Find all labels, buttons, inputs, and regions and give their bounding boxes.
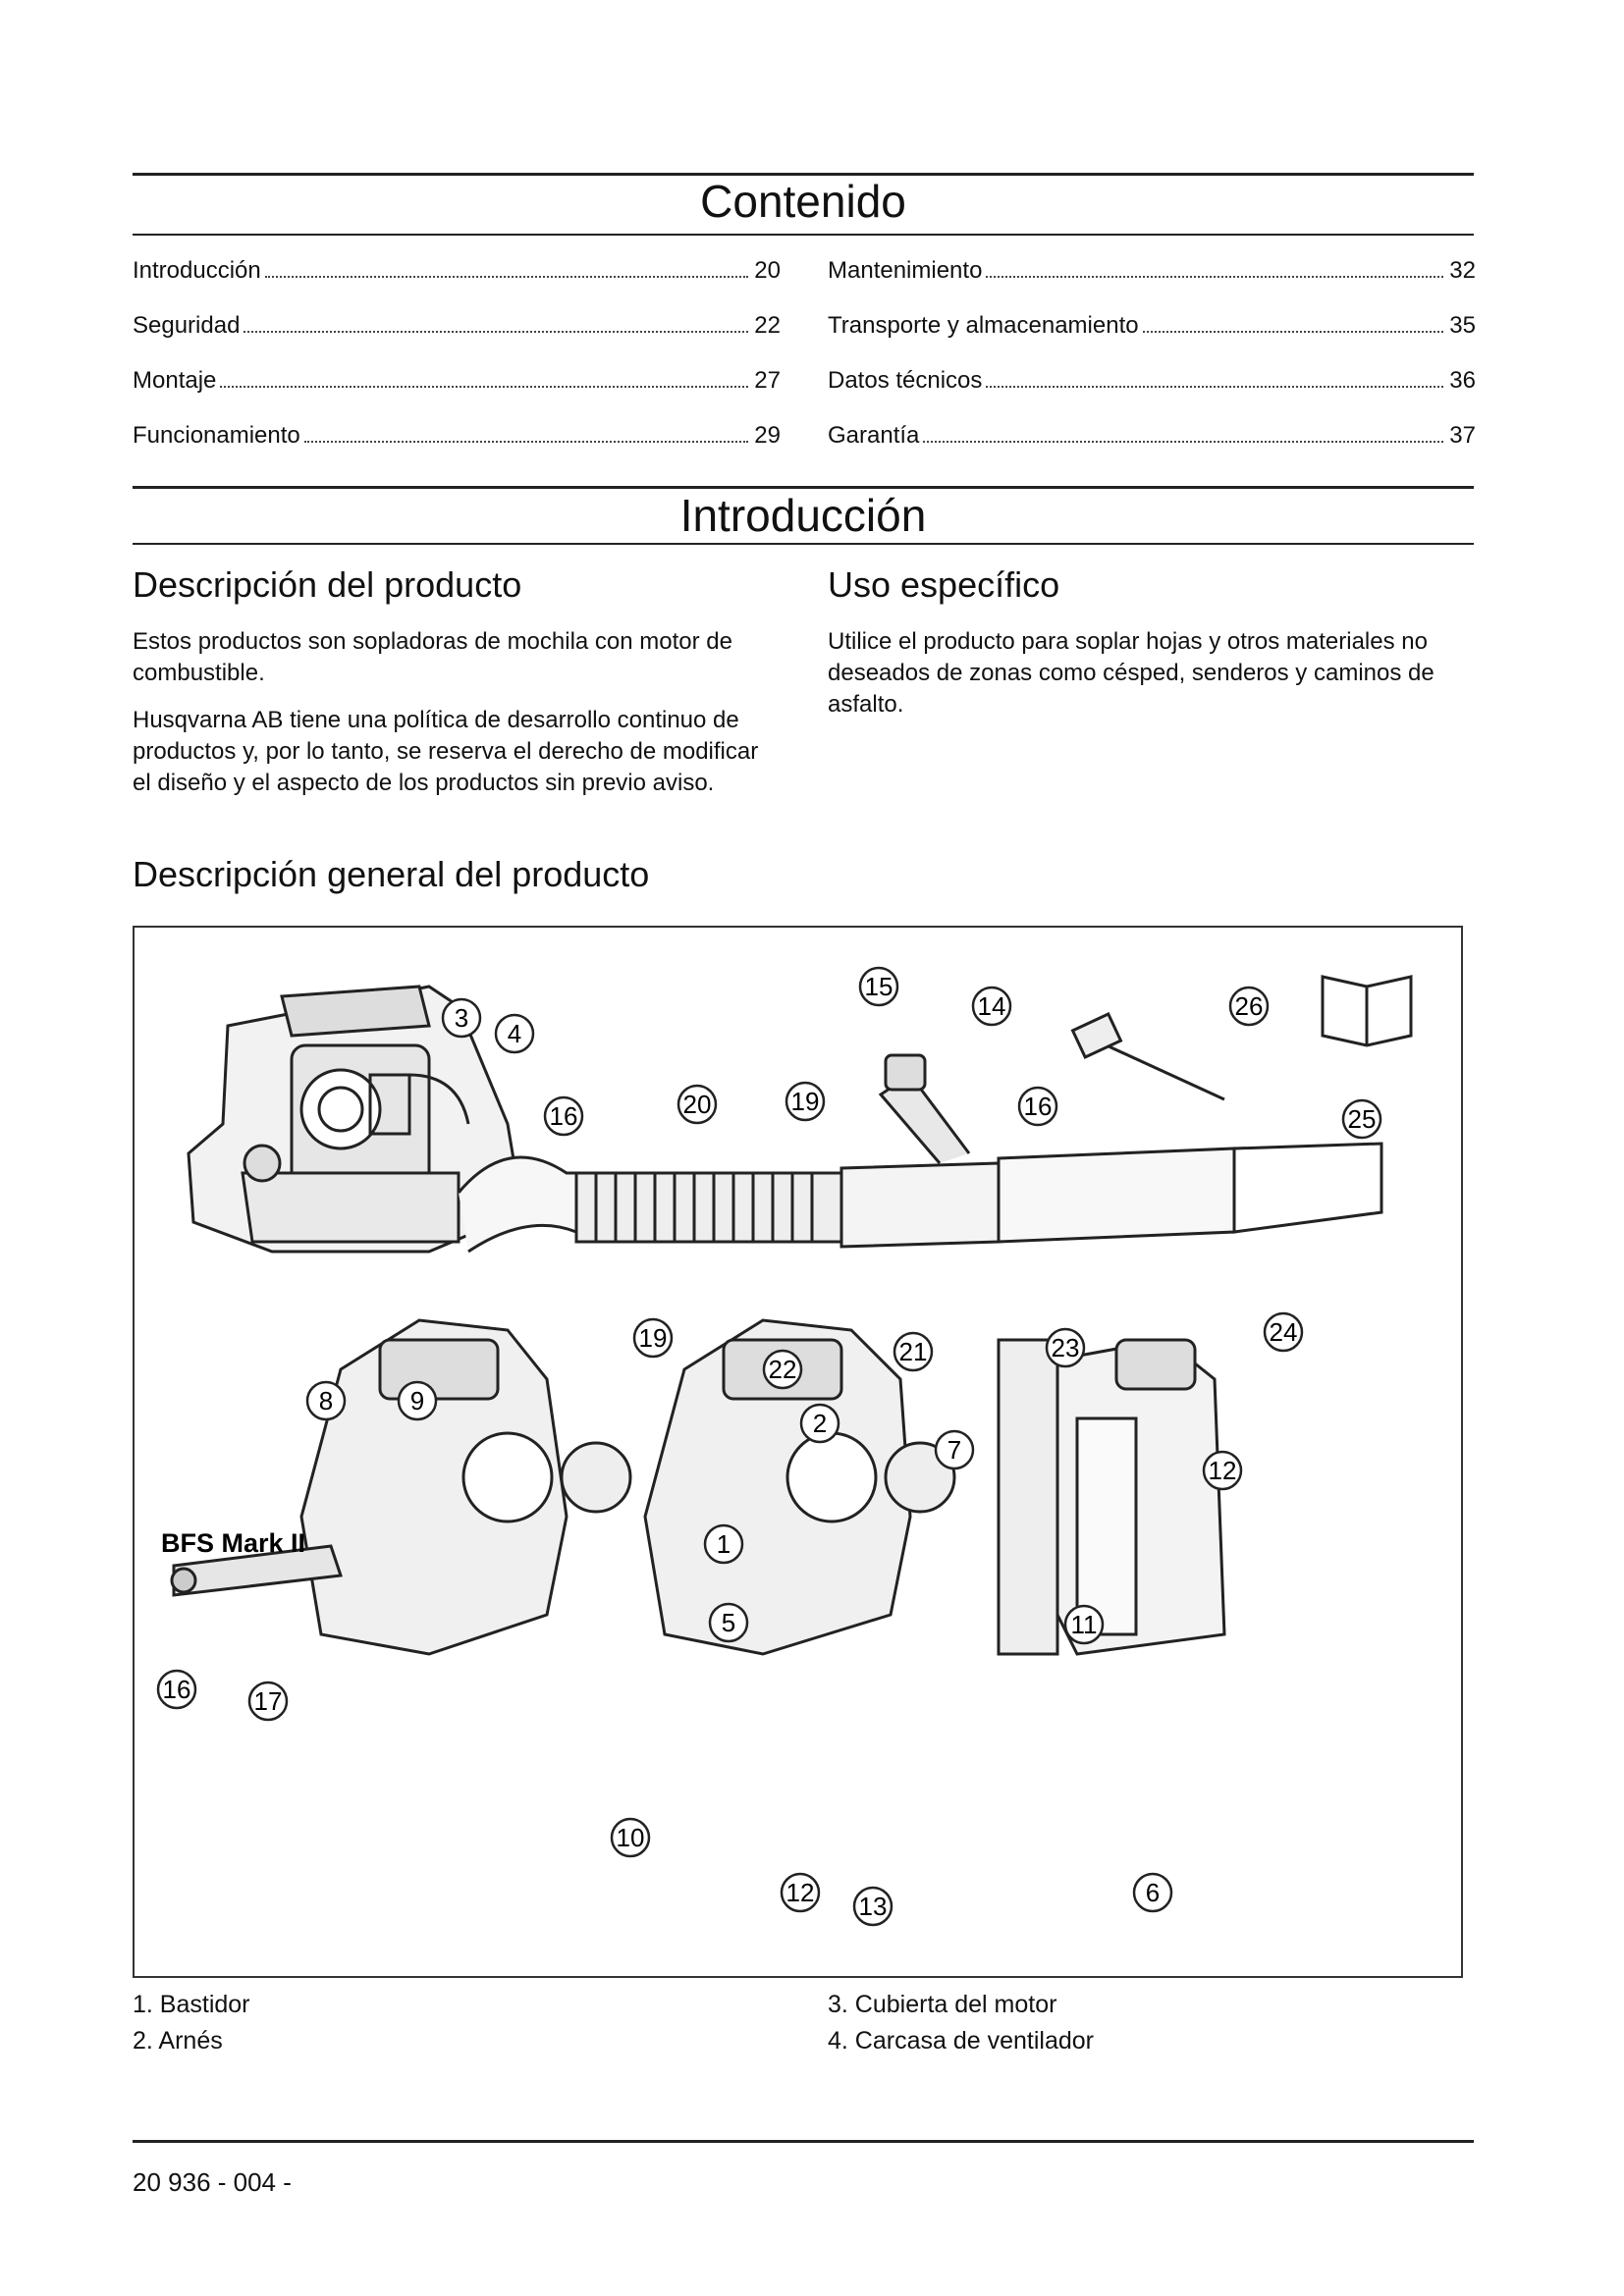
legend-item-1: 1. Bastidor	[133, 1991, 250, 2018]
callout-9	[399, 1382, 436, 1419]
callout-19	[634, 1319, 672, 1357]
callout-1	[705, 1525, 742, 1563]
toc-label: Garantía	[828, 422, 920, 449]
callout-24	[1265, 1313, 1302, 1351]
svg-text:6: 6	[1145, 1878, 1161, 1907]
callout-11	[1065, 1606, 1103, 1643]
callout-13	[854, 1888, 892, 1925]
toc-entry[interactable]	[828, 312, 1476, 340]
svg-text:1: 1	[716, 1529, 731, 1559]
svg-text:26: 26	[1234, 991, 1264, 1021]
toc-page: 27	[754, 367, 781, 394]
toc-label: Funcionamiento	[133, 422, 300, 449]
svg-text:5: 5	[721, 1608, 736, 1637]
use-paragraph: Utilice el producto para soplar hojas y otros materiales no deseados de zonas como césped, senderos y caminos de asfalto.	[828, 628, 1435, 718]
footer-rule	[133, 2140, 1474, 2143]
svg-text:3: 3	[454, 1003, 469, 1033]
toc-label: Seguridad	[133, 312, 241, 339]
callout-10	[612, 1819, 649, 1856]
svg-text:12: 12	[785, 1878, 815, 1907]
callout-12	[1204, 1452, 1241, 1489]
callout-26	[1230, 988, 1268, 1025]
toc-label: Datos técnicos	[828, 367, 983, 394]
callout-18	[545, 1097, 582, 1135]
svg-text:2: 2	[812, 1409, 828, 1438]
callout-21	[894, 1333, 932, 1370]
toc-entry[interactable]	[828, 367, 1476, 395]
callout-3	[443, 999, 480, 1037]
svg-text:19: 19	[638, 1323, 668, 1353]
svg-text:17: 17	[253, 1686, 283, 1716]
callout-2	[801, 1405, 839, 1442]
callout-8	[307, 1382, 345, 1419]
svg-text:16: 16	[1023, 1092, 1053, 1121]
svg-text:21: 21	[898, 1337, 928, 1366]
toc-label: Mantenimiento	[828, 257, 983, 284]
callout-17	[249, 1682, 287, 1720]
callout-6	[1134, 1874, 1171, 1911]
svg-text:16: 16	[549, 1101, 578, 1131]
toc-entry[interactable]	[133, 422, 781, 450]
callout-25	[1343, 1100, 1380, 1138]
toc-page: 37	[1449, 422, 1476, 449]
footer-code: 20 936 - 004 -	[133, 2167, 292, 2197]
svg-text:14: 14	[977, 991, 1006, 1021]
legend-item-2: 2. Arnés	[133, 2027, 223, 2055]
intro-rule-bottom	[133, 543, 1474, 545]
contents-title-rule	[133, 234, 1474, 236]
toc-entry[interactable]	[828, 257, 1476, 285]
intro-title: Introducción	[679, 490, 927, 541]
svg-text:10: 10	[616, 1823, 645, 1852]
svg-text:23: 23	[1051, 1333, 1080, 1362]
toc-page: 20	[754, 257, 781, 284]
legend-item-4: 4. Carcasa de ventilador	[828, 2027, 1094, 2055]
toc-label: Montaje	[133, 367, 217, 394]
svg-text:22: 22	[768, 1355, 797, 1384]
callout-19	[786, 1083, 824, 1120]
product-overview-figure	[133, 926, 1463, 1978]
svg-text:16: 16	[162, 1675, 191, 1704]
toc-label: Introducción	[133, 257, 261, 284]
contents-title: Contenido	[700, 176, 906, 227]
svg-text:24: 24	[1269, 1317, 1298, 1347]
svg-text:25: 25	[1347, 1104, 1377, 1134]
callout-14	[973, 988, 1010, 1025]
svg-text:20: 20	[682, 1090, 712, 1119]
callout-5	[710, 1604, 747, 1641]
svg-text:19: 19	[790, 1087, 820, 1116]
toc-entry[interactable]	[133, 312, 781, 340]
toc-entry[interactable]	[828, 422, 1476, 450]
svg-text:8: 8	[318, 1386, 334, 1415]
toc-page: 35	[1449, 312, 1476, 339]
toc-page: 36	[1449, 367, 1476, 394]
svg-text:7: 7	[947, 1435, 962, 1465]
overview-heading: Descripción general del producto	[133, 854, 650, 894]
callout-20	[678, 1086, 716, 1123]
svg-text:11: 11	[1070, 1610, 1098, 1639]
svg-text:12: 12	[1208, 1456, 1237, 1485]
svg-text:15: 15	[864, 972, 893, 1001]
toc-page: 32	[1449, 257, 1476, 284]
legend-item-3: 3. Cubierta del motor	[828, 1991, 1057, 2018]
callout-23	[1047, 1329, 1084, 1366]
callout-4	[496, 1015, 533, 1052]
toc-page: 22	[754, 312, 781, 339]
toc-page: 29	[754, 422, 781, 449]
product-illustration	[135, 928, 1465, 1980]
use-heading: Uso específico	[828, 564, 1060, 605]
callout-7	[936, 1431, 973, 1468]
model-label: BFS Mark II	[161, 1528, 306, 1558]
svg-text:4: 4	[507, 1019, 522, 1048]
callout-16	[1019, 1088, 1056, 1125]
desc-heading: Descripción del producto	[133, 564, 522, 605]
callout-16	[158, 1671, 195, 1708]
toc-entry[interactable]	[133, 367, 781, 395]
desc-paragraph-1: Estos productos son sopladoras de mochila con motor de combustible.	[133, 628, 733, 686]
callout-15	[860, 968, 897, 1005]
callout-22	[764, 1351, 801, 1388]
desc-paragraph-2: Husqvarna AB tiene una política de desarrollo continuo de productos y, por lo tanto, se reserva el derecho de modificar el diseño y el aspecto de los productos sin previo aviso.	[133, 707, 759, 796]
svg-text:9: 9	[409, 1386, 425, 1415]
toc-entry[interactable]	[133, 257, 781, 285]
toc-label: Transporte y almacenamiento	[828, 312, 1139, 339]
svg-text:13: 13	[858, 1892, 888, 1921]
callout-12	[782, 1874, 819, 1911]
